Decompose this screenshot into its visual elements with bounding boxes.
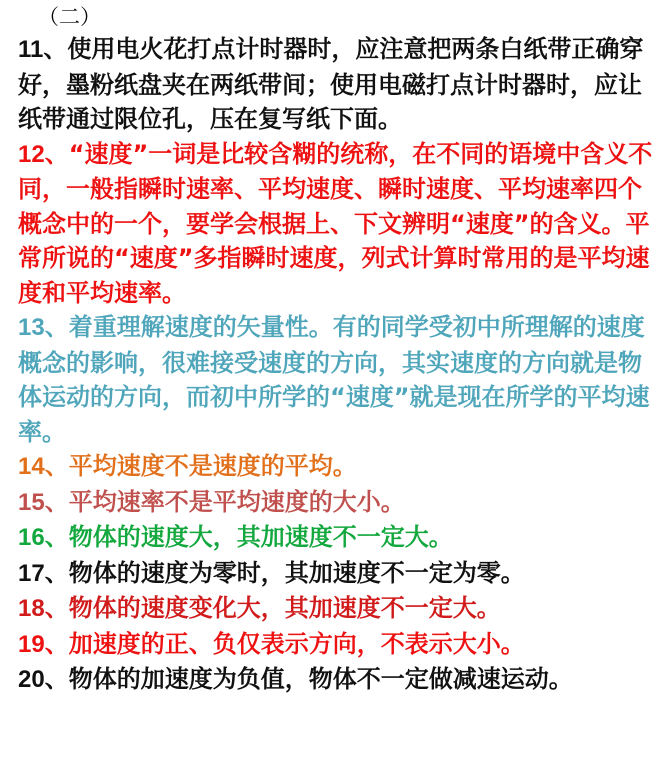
item-number: 17 bbox=[18, 559, 45, 587]
item-number: 11 bbox=[18, 36, 44, 63]
note-item-19 bbox=[18, 627, 653, 663]
note-item-17 bbox=[18, 556, 653, 592]
item-number: 16 bbox=[18, 524, 45, 551]
note-item-11 bbox=[18, 32, 653, 137]
item-text: 、使用电火花打点计时器时，应注意把两条白纸带正确穿好，墨粉纸盘夹在两纸带间；使用电磁打点计时器时，应让纸带通过限位孔，压在复写纸下面。 bbox=[18, 35, 644, 133]
item-number: 19 bbox=[18, 630, 45, 658]
item-text: 、物体的加速度为负值，物体不一定做减速运动。 bbox=[44, 665, 573, 693]
item-text: 、“速度”一词是比较含糊的统称，在不同的语境中含义不同，一般指瞬时速率、平均速度、瞬时速度、平均速率四个概念中的一个，要学会根据上、下文辨明“速度”的含义。平常所说的“速度”多指瞬时速度，列式计算时常用的是平均速度和平均速率。 bbox=[18, 139, 653, 307]
note-item-14 bbox=[18, 449, 653, 485]
item-text: 、物体的速度大，其加速度不一定大。 bbox=[44, 523, 453, 551]
section-title: （二） bbox=[38, 5, 101, 29]
item-text: 、平均速率不是平均速度的大小。 bbox=[44, 487, 405, 516]
note-item-12 bbox=[18, 137, 653, 311]
note-item-13 bbox=[18, 310, 653, 449]
item-text: 、物体的速度变化大，其加速度不一定大。 bbox=[44, 594, 501, 622]
item-number: 18 bbox=[18, 595, 45, 622]
note-item-20 bbox=[18, 662, 653, 698]
item-number: 13 bbox=[18, 314, 45, 341]
item-number: 14 bbox=[18, 453, 45, 480]
note-item-15 bbox=[18, 485, 653, 521]
item-text: 、着重理解速度的矢量性。有的同学受初中所理解的速度概念的影响，很难接受速度的方向，其实速度的方向就是物体运动的方向，而初中所学的“速度”就是现在所学的平均速率。 bbox=[18, 313, 650, 446]
item-text: 、平均速度不是速度的平均。 bbox=[44, 452, 357, 480]
note-item-16 bbox=[18, 520, 653, 556]
note-item-18 bbox=[18, 591, 653, 627]
item-number: 12 bbox=[18, 140, 45, 168]
item-number: 15 bbox=[18, 488, 45, 516]
item-text: 、加速度的正、负仅表示方向，不表示大小。 bbox=[44, 629, 525, 658]
item-text: 、物体的速度为零时，其加速度不一定为零。 bbox=[44, 558, 525, 587]
item-number: 20 bbox=[18, 666, 45, 693]
